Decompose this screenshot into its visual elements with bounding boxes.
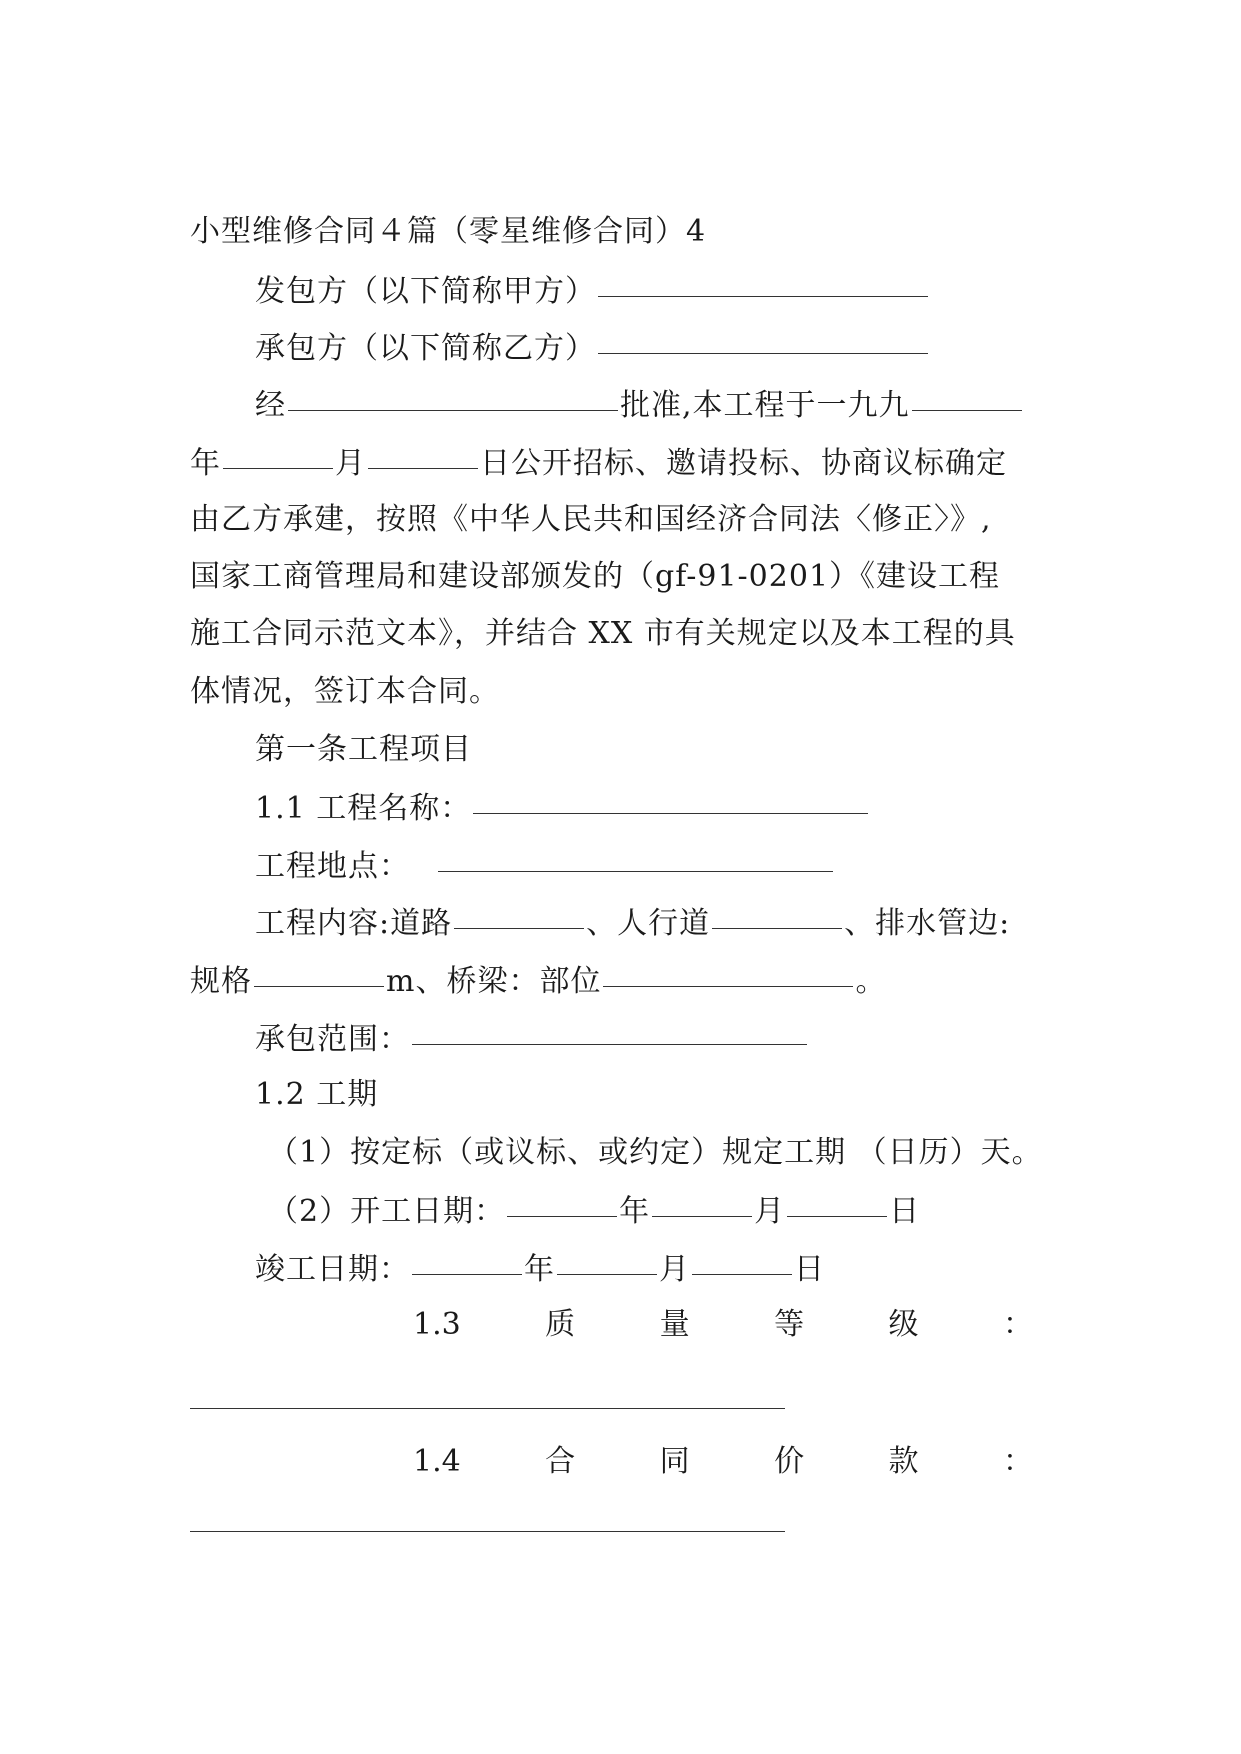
price-char: 同 bbox=[659, 1444, 690, 1479]
quality-colon: ： bbox=[1002, 1307, 1033, 1342]
document-title: 小型维修合同４篇（零星维修合同）4 bbox=[190, 214, 707, 249]
contract-price-blank bbox=[190, 1531, 785, 1532]
quality-char: 质 bbox=[545, 1307, 576, 1342]
article-1-heading: 第一条工程项目 bbox=[255, 732, 472, 767]
spec-label: 规格 bbox=[190, 964, 252, 999]
paragraph-line: 施工合同示范文本》，并结合 XX 市有关规定以及本工程的具 bbox=[190, 616, 1016, 651]
project-site-label: 工程地点： bbox=[255, 849, 410, 884]
project-content-line bbox=[255, 902, 1010, 944]
scope-line bbox=[255, 1018, 809, 1060]
scope-label: 承包范围： bbox=[255, 1022, 410, 1057]
party-b-line bbox=[255, 327, 930, 369]
price-number: 1.4 bbox=[413, 1444, 461, 1479]
date-line bbox=[190, 442, 1007, 484]
quality-char: 级 bbox=[888, 1307, 919, 1342]
start-year-label: 年 bbox=[619, 1194, 651, 1229]
finish-year-blank bbox=[412, 1244, 522, 1275]
start-date-line bbox=[268, 1190, 920, 1232]
project-site-blank bbox=[438, 841, 833, 872]
sidewalk-label: 、人行道 bbox=[586, 906, 711, 941]
paragraph-line: 国家工商管理局和建设部颁发的（gf-91-0201）《建设工程 bbox=[190, 559, 1001, 594]
sidewalk-blank bbox=[712, 898, 842, 929]
quality-grade-blank bbox=[190, 1408, 785, 1409]
quality-number: 1.3 bbox=[413, 1307, 461, 1342]
paragraph-line: 体情况，签订本合同。 bbox=[190, 674, 500, 709]
finish-year-label: 年 bbox=[524, 1252, 555, 1287]
finish-day-blank bbox=[692, 1244, 792, 1275]
party-a-label: 发包方（以下简称甲方） bbox=[255, 274, 596, 309]
spec-blank bbox=[254, 956, 384, 987]
project-site-line bbox=[255, 845, 835, 887]
bridge-part-blank bbox=[603, 956, 853, 987]
party-b-blank bbox=[598, 323, 928, 354]
month-label: 月 bbox=[335, 446, 366, 481]
price-char: 价 bbox=[774, 1444, 805, 1479]
spec-period: 。 bbox=[855, 964, 887, 999]
period-item-1: （1）按定标（或议标、或约定）规定工期 （日历）天。 bbox=[268, 1135, 1043, 1170]
road-label: 工程内容:道路 bbox=[255, 906, 453, 941]
paragraph-line: 由乙方承建，按照《中华人民共和国经济合同法〈修正〉》, bbox=[190, 502, 992, 537]
start-day-label: 日 bbox=[889, 1194, 921, 1229]
project-name-line bbox=[255, 787, 870, 829]
start-month-label: 月 bbox=[754, 1194, 786, 1229]
drainage-label: 、排水管边: bbox=[844, 906, 1011, 941]
spec-line bbox=[190, 960, 886, 1002]
approval-authority-blank bbox=[288, 380, 618, 411]
section-1-2-heading: 1.2 工期 bbox=[255, 1077, 379, 1112]
party-a-line bbox=[255, 270, 930, 312]
approval-line bbox=[255, 384, 1024, 426]
start-day-blank bbox=[787, 1186, 887, 1217]
price-char: 合 bbox=[545, 1444, 576, 1479]
finish-day-label: 日 bbox=[794, 1252, 825, 1287]
start-month-blank bbox=[652, 1186, 752, 1217]
start-year-blank bbox=[507, 1186, 617, 1217]
year-label: 年 bbox=[190, 446, 221, 481]
contract-price-line bbox=[413, 1442, 1033, 1482]
quality-char: 量 bbox=[659, 1307, 690, 1342]
project-name-blank bbox=[473, 783, 868, 814]
quality-grade-line bbox=[413, 1305, 1033, 1345]
bridge-label: m、桥梁：部位 bbox=[386, 964, 602, 999]
price-colon: ： bbox=[1002, 1444, 1033, 1479]
price-char: 款 bbox=[888, 1444, 919, 1479]
day-blank bbox=[368, 438, 478, 469]
bidding-text: 日公开招标、邀请投标、协商议标确定 bbox=[480, 446, 1007, 481]
finish-month-blank bbox=[557, 1244, 657, 1275]
quality-char: 等 bbox=[774, 1307, 805, 1342]
approval-prefix: 经 bbox=[255, 388, 286, 423]
approval-year-blank bbox=[912, 380, 1022, 411]
finish-date-label: 竣工日期： bbox=[255, 1252, 410, 1287]
finish-date-line bbox=[255, 1248, 825, 1290]
start-date-label: （2）开工日期： bbox=[268, 1194, 506, 1229]
scope-blank bbox=[412, 1014, 807, 1045]
party-a-blank bbox=[598, 266, 928, 297]
project-name-label: 1.1 工程名称： bbox=[255, 791, 472, 826]
finish-month-label: 月 bbox=[659, 1252, 690, 1287]
road-blank bbox=[454, 898, 584, 929]
month-blank bbox=[223, 438, 333, 469]
approval-text: 批准,本工程于一九九 bbox=[620, 388, 910, 423]
party-b-label: 承包方（以下简称乙方） bbox=[255, 331, 596, 366]
